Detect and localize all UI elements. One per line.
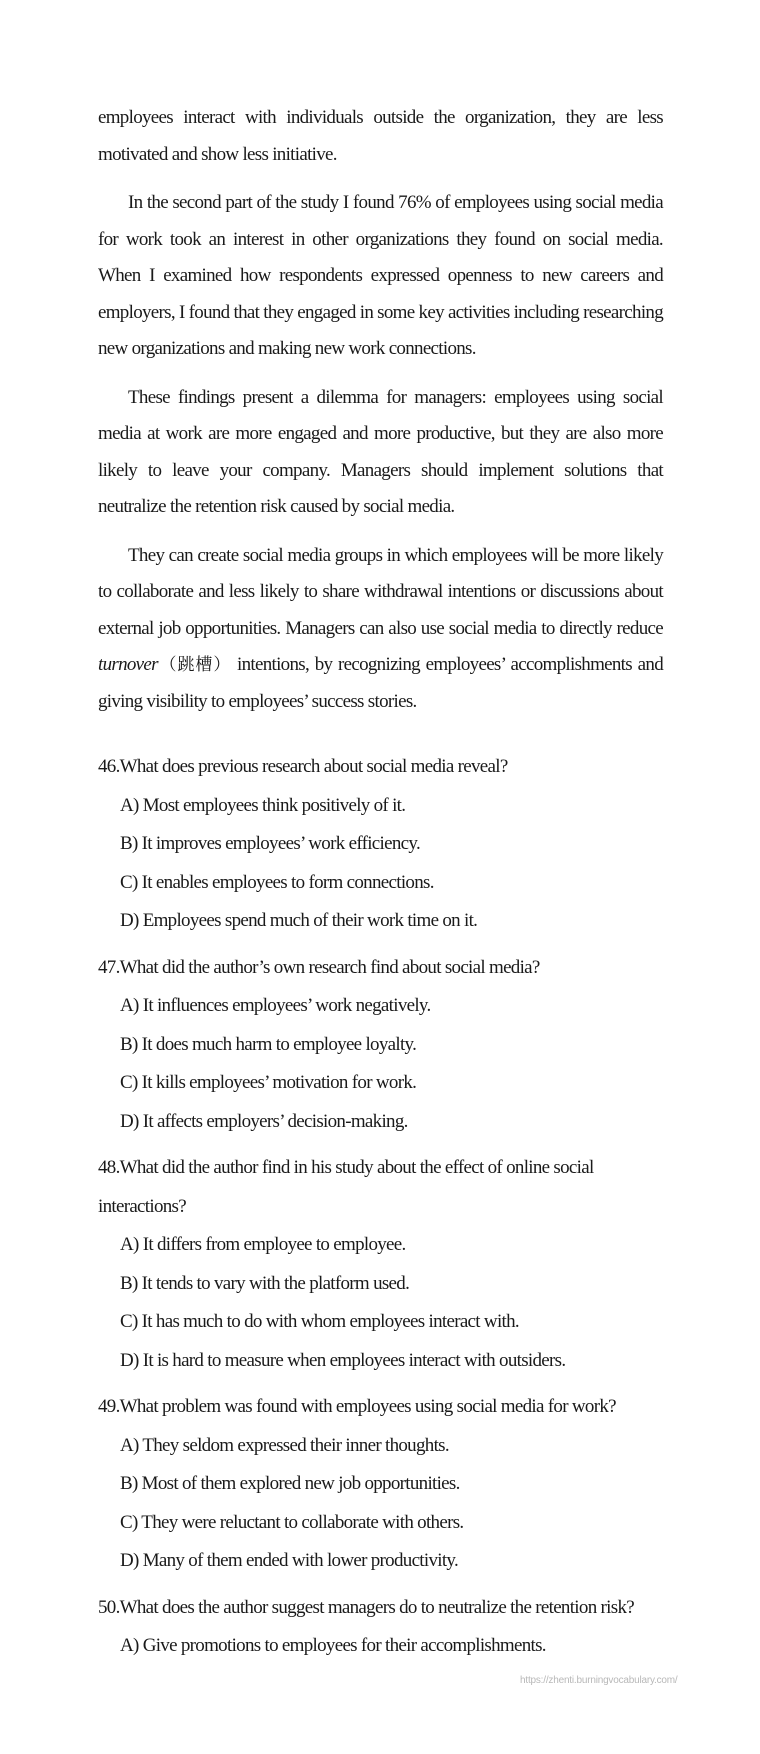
passage-paragraph-4-end: intentions, by recognizing employees’ accomplishments and giving visibility to employees’ success stories.: [98, 654, 663, 712]
option-c: C) It has much to do with whom employees interact with.: [120, 1311, 519, 1332]
option-d: D) Many of them ended with lower productivity.: [120, 1550, 459, 1571]
question-stem: 48.What did the author find in his study about the effect of online social interactions?: [98, 1157, 594, 1217]
option-c: C) It kills employees’ motivation for work.: [120, 1072, 417, 1093]
option-c: C) They were reluctant to collaborate with others.: [120, 1511, 464, 1533]
option-b: B) Most of them explored new job opportunities.: [120, 1473, 460, 1494]
reading-passage: [98, 100, 663, 720]
passage-paragraph-2: In the second part of the study I found 76% of employees using social media for work took an interest in other organizations they found on social media. When I examined how respondents expressed openness to new careers and employers, I found that they engaged in some key activities including researching new organizations and making new work connections.: [98, 192, 663, 359]
passage-paragraph-4: [98, 538, 663, 721]
question-47: [98, 949, 663, 1142]
question-stem: 47.What did the author’s own research find about social media?: [98, 956, 540, 978]
option-b: B) It does much harm to employee loyalty.: [120, 1033, 417, 1055]
option-b: B) It improves employees’ work efficiency.: [120, 833, 421, 854]
question-50: [98, 1589, 663, 1666]
source-url-watermark: https://zhenti.burningvocabulary.com/: [520, 1675, 678, 1686]
question-46: [98, 748, 663, 941]
question-stem: 46.What does previous research about social media reveal?: [98, 756, 508, 777]
option-c: C) It enables employees to form connections.: [120, 871, 434, 893]
glossed-term: turnover: [98, 654, 158, 675]
term-gloss: （跳槽）: [157, 655, 232, 675]
option-a: A) It differs from employee to employee.: [120, 1234, 406, 1255]
passage-paragraph-4-start: They can create social media groups in which employees will be more likely to collaborate and less likely to share withdrawal intentions or discussions about external job opportunities. Managers can also use social media to directly reduce: [98, 544, 663, 639]
option-d: D) It is hard to measure when employees interact with outsiders.: [120, 1349, 566, 1371]
option-a: A) It influences employees’ work negatively.: [120, 995, 431, 1016]
passage-paragraph-1: employees interact with individuals outside the organization, they are less motivated and show less initiative.: [98, 107, 663, 165]
passage-paragraph-3: These findings present a dilemma for managers: employees using social media at work are more engaged and more productive, but they are also more likely to leave your company. Managers should implement solutions that neutralize the retention risk caused by social media.: [98, 386, 663, 517]
question-stem: 50.What does the author suggest managers do to neutralize the retention risk?: [98, 1596, 634, 1618]
option-a: A) Most employees think positively of it.: [120, 794, 406, 816]
option-a: A) They seldom expressed their inner thoughts.: [120, 1434, 449, 1456]
option-d: D) It affects employers’ decision-making.: [120, 1110, 408, 1132]
option-b: B) It tends to vary with the platform used.: [120, 1272, 410, 1294]
question-list: [98, 748, 663, 1666]
question-stem: 49.What problem was found with employees using social media for work?: [98, 1396, 616, 1417]
document-page: [98, 100, 663, 1674]
option-a: A) Give promotions to employees for their accomplishments.: [120, 1635, 546, 1656]
option-d: D) Employees spend much of their work time on it.: [120, 910, 478, 931]
question-48: [98, 1149, 663, 1380]
question-49: [98, 1388, 663, 1581]
